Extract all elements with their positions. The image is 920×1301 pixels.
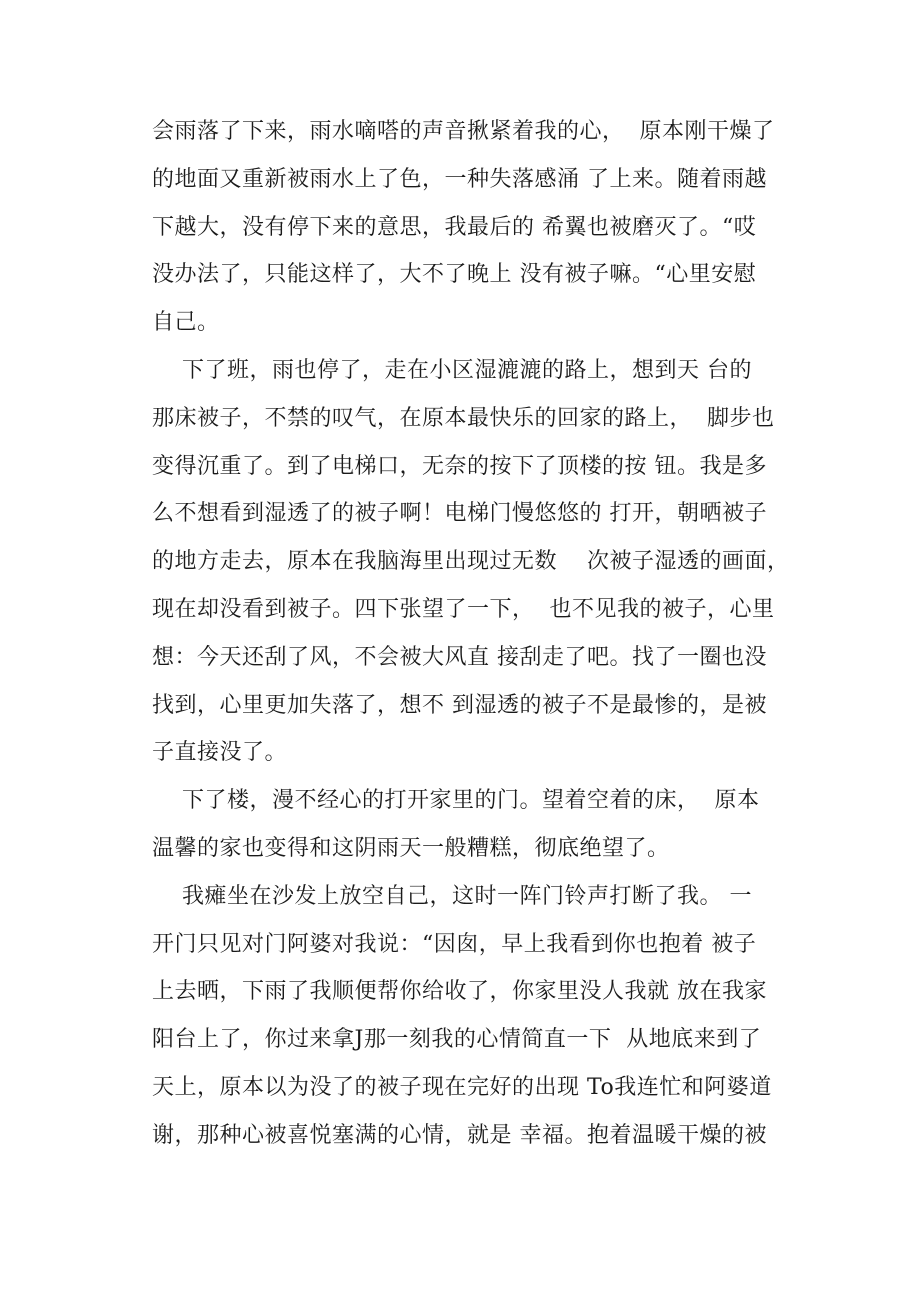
text-line: 会雨落了下来，雨水嘀嗒的声音揪紧着我的心， 原本刚干燥了 [152,119,775,144]
text-line: 那床被子，不禁的叹气，在原本最快乐的回家的路上， 脚步也 [152,405,775,431]
text-line: 的地面又重新被雨水上了色，一种失落感涌 了上来。随着雨越 [152,166,767,192]
text-line: 我瘫坐在沙发上放空自己，这时一阵门铃声打断了我。 一 [152,883,752,909]
text-line: 阳台上了，你过来拿J那一刻我的心情简直一下 从地底来到了 [152,1027,762,1053]
text-line: 温馨的家也变得和这阴雨天一般糟糕，彻底绝望了。 [152,835,670,861]
text-line: 下越大，没有停下来的意思，我最后的 希翼也被磨灭了。“哎 [152,214,757,240]
text-line: 么不想看到湿透了的被子啊！电梯门慢悠悠的 打开，朝晒被子 [152,501,767,527]
text-line: 现在却没看到被子。四下张望了一下， 也不见我的被子，心里 [152,596,775,622]
text-line: 没办法了，只能这样了，大不了晚上 没有被子嘛。“心里安慰 [152,262,757,288]
text-line: 下了楼，漫不经心的打开家里的门。望着空着的床， 原本 [152,788,760,814]
text-line: 变得沉重了。到了电梯口，无奈的按下了顶楼的按 钮。我是多 [152,453,767,479]
text-line: 谢，那种心被喜悦塞满的心情，就是 幸福。抱着温暖干燥的被 [152,1122,767,1148]
text-line: 天上，原本以为没了的被子现在完好的出现 To我连忙和阿婆道 [152,1074,772,1100]
text-line: 的地方走去，原本在我脑海里出现过无数 次被子湿透的画面， [152,549,790,575]
body-text [152,108,792,1160]
text-line: 自己。 [152,310,220,336]
text-line: 开门只见对门阿婆对我说：“因囱，早上我看到你也抱着 被子 [152,931,757,957]
text-line: 子直接没了。 [152,740,288,766]
text-line: 想：今天还刮了风，不会被大风直 接刮走了吧。找了一圈也没 [152,644,767,670]
text-line: 下了班，雨也停了，走在小区湿漉漉的路上，想到天 台的 [152,357,752,383]
text-line: 上去晒，下雨了我顺便帮你给收了，你家里没人我就 放在我家 [152,979,767,1005]
text-line: 找到，心里更加失落了，想不 到湿透的被子不是最惨的，是被 [152,692,767,718]
